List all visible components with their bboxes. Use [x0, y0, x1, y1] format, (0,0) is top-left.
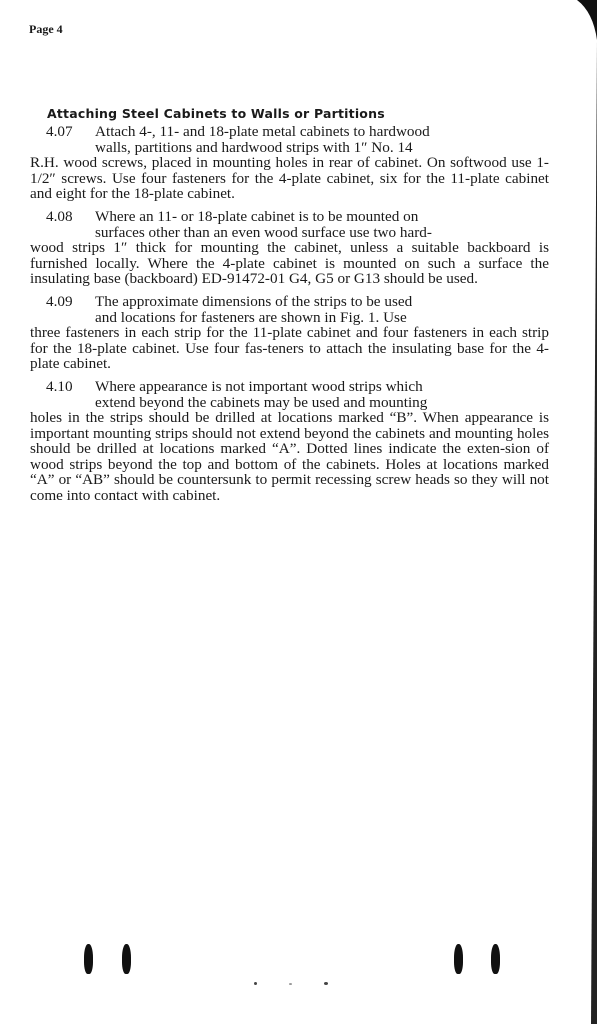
paragraph-first-line: Where appearance is not important wood strips which [95, 377, 423, 395]
paragraph-number: 4.10 [46, 377, 73, 395]
paragraph-body: wood strips 1″ thick for mounting the cabinet, unless a suitable backboard is furnished locally. Where the 4-plate cabinet is mounted on such a surface the insulating base (backboard) ED-91472-01 G4, G5 or G13 should be used. [30, 239, 549, 288]
page-corner-edge [577, 0, 597, 1024]
paragraph-indent-line: extend beyond the cabinets may be used and mounting [95, 393, 428, 411]
binder-hole-left-2 [122, 944, 131, 974]
paragraph-first-line: Attach 4-, 11- and 18-plate metal cabinets to hardwood [95, 123, 430, 140]
paragraph-first-line: The approximate dimensions of the strips to be used [95, 292, 413, 310]
page-number: Page 4 [29, 22, 63, 36]
paragraph-4-07 [30, 124, 549, 202]
section-title: Attaching Steel Cabinets to Walls or Partitions [47, 106, 385, 121]
paragraph-first-line: Where an 11- or 18-plate cabinet is to be mounted on [95, 207, 419, 225]
paragraph-body: holes in the strips should be drilled at locations marked “B”. When appearance is important mounting strips should not extend beyond the cabinets and mounting holes should be drilled at locations marked “A”. Dotted lines indicate the exten-sion of wood strips beyond the top and bottom of the cabinets. Holes at locations marked “A” or “AB” should be countersunk to permit recessing screw heads so they will not come into contact with cabinet. [30, 409, 549, 505]
paragraph-body: R.H. wood screws, placed in mounting holes in rear of cabinet. On softwood use 1-1/2″ screws. Use four fasteners for the 4-plate cabinet, six for the 11-plate cabinet and eight for the 18-plate cabinet. [30, 154, 549, 203]
paragraph-number: 4.08 [46, 207, 73, 225]
paragraph-4-09 [30, 294, 549, 372]
speck-mark [254, 982, 257, 985]
binder-hole-right-1 [454, 944, 463, 974]
paragraph-4-10 [30, 379, 549, 504]
paragraph-number: 4.07 [46, 123, 73, 140]
paragraph-indent-line: surfaces other than an even wood surface use two hard- [95, 223, 432, 241]
paragraph-indent-line: walls, partitions and hardwood strips with 1″ No. 14 [95, 138, 413, 156]
paragraph-number: 4.09 [46, 292, 73, 310]
paragraph-body: three fasteners in each strip for the 11-plate cabinet and four fasteners in each strip for the 18-plate cabinet. Use four fas-teners to attach the insulating base for the 4-plate cabinet. [30, 324, 549, 373]
section-attaching-cabinets [30, 106, 549, 511]
speck-mark [289, 983, 292, 985]
speck-mark [324, 982, 328, 985]
binder-hole-right-2 [491, 944, 500, 974]
paragraph-indent-line: and locations for fasteners are shown in Fig. 1. Use [95, 308, 407, 326]
paragraph-4-08 [30, 209, 549, 287]
binder-hole-left-1 [84, 944, 93, 974]
